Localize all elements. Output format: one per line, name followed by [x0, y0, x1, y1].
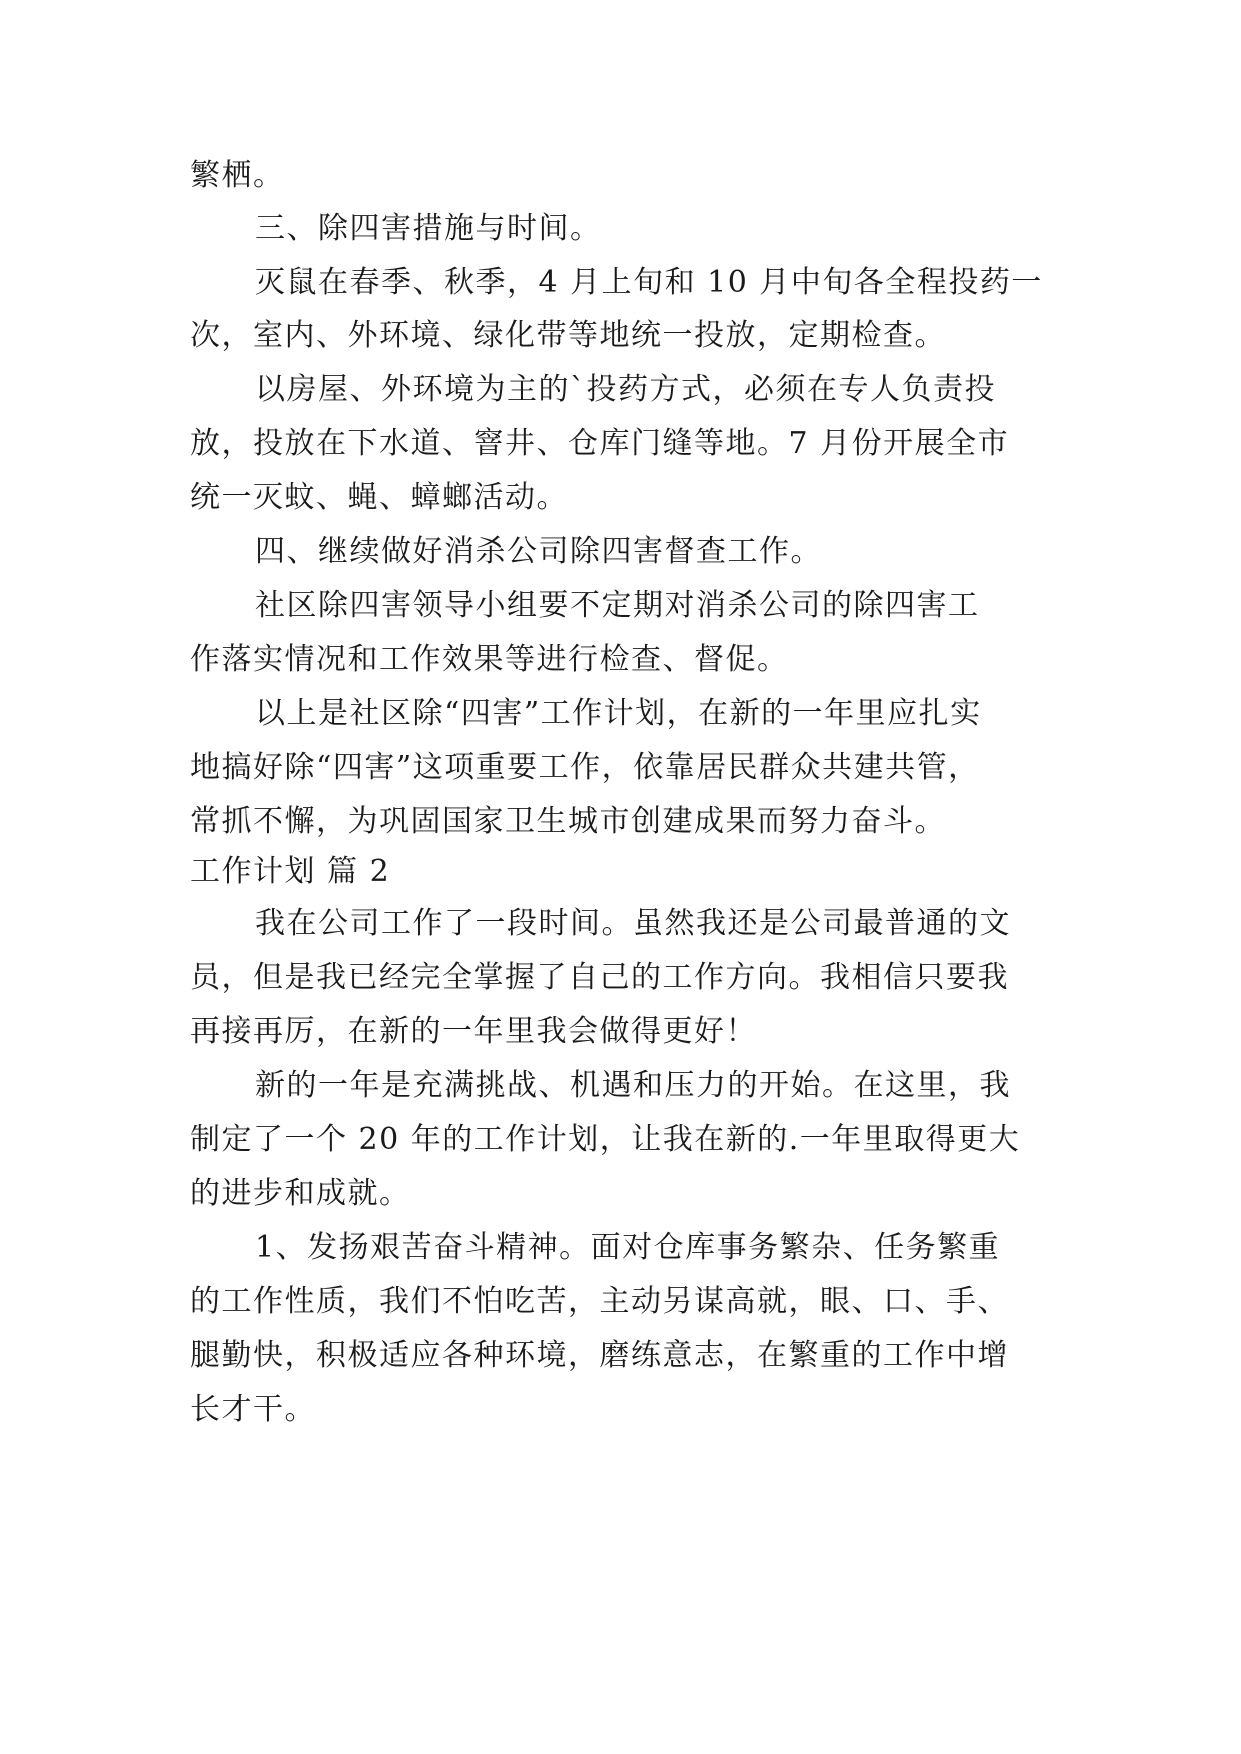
paragraph-line: 1、发扬艰苦奋斗精神。面对仓库事务繁杂、任务繁重 [255, 1230, 1001, 1265]
paragraph-line: 作落实情况和工作效果等进行检查、督促。 [190, 642, 789, 677]
paragraph-line: 腿勤快，积极适应各种环境，磨练意志，在繁重的工作中增 [190, 1338, 1009, 1373]
paragraph-line: 制定了一个 20 年的工作计划，让我在新的.一年里取得更大 [190, 1122, 1021, 1157]
paragraph-line: 长才干。 [190, 1392, 316, 1427]
paragraph-line: 放，投放在下水道、窨井、仓库门缝等地。7 月份开展全市 [190, 426, 1010, 461]
paragraph-line: 员，但是我已经完全掌握了自己的工作方向。我相信只要我 [190, 960, 1009, 995]
paragraph-line: 灭鼠在春季、秋季，4 月上旬和 10 月中旬各全程投药一 [255, 265, 1043, 300]
paragraph-line: 的进步和成就。 [190, 1176, 411, 1211]
paragraph-line: 的工作性质，我们不怕吃苦，主动另谋高就，眼、口、手、 [190, 1284, 1009, 1319]
paragraph-line: 以上是社区除“四害”工作计划，在新的一年里应扎实 [255, 696, 982, 731]
section-heading: 四、继续做好消杀公司除四害督查工作。 [255, 534, 822, 569]
paragraph-line: 常抓不懈，为巩固国家卫生城市创建成果而努力奋斗。 [190, 804, 946, 839]
article-title: 工作计划 篇 2 [190, 854, 391, 889]
text-line: 繁栖。 [190, 158, 285, 193]
paragraph-line: 我在公司工作了一段时间。虽然我还是公司最普通的文 [255, 906, 1011, 941]
section-heading: 三、除四害措施与时间。 [255, 211, 602, 246]
paragraph-line: 新的一年是充满挑战、机遇和压力的开始。在这里，我 [255, 1068, 1011, 1103]
paragraph-line: 再接再厉，在新的一年里我会做得更好！ [190, 1014, 757, 1049]
paragraph-line: 以房屋、外环境为主的`投药方式，必须在专人负责投 [255, 372, 996, 407]
paragraph-line: 社区除四害领导小组要不定期对消杀公司的除四害工 [255, 588, 980, 623]
paragraph-line: 地搞好除“四害”这项重要工作，依靠居民群众共建共管， [190, 750, 980, 785]
paragraph-line: 统一灭蚊、蝇、蟑螂活动。 [190, 480, 568, 515]
paragraph-line: 次，室内、外环境、绿化带等地统一投放，定期检查。 [190, 318, 946, 353]
